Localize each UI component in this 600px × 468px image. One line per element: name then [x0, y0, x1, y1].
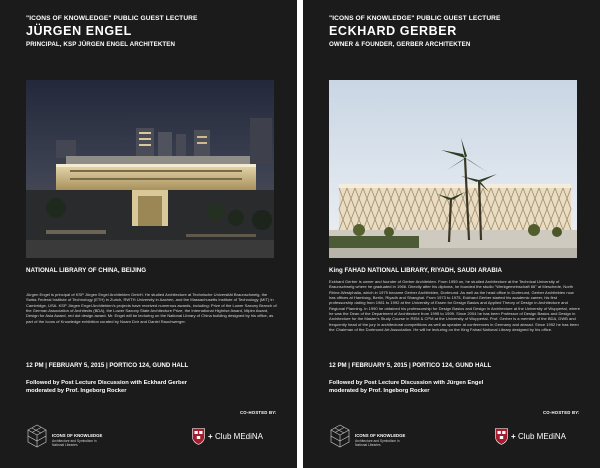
lecture-series-label: "ICONS OF KNOWLEDGE" PUBLIC GUEST LECTURE [329, 15, 501, 22]
speaker-bio: Jürgen Engel is principal of KSP Jürgen Engel Architekten GmbH. He studied Architecture at Technische Universität Braunschweig, the Swiss Federal Institute of Technology (ETH) in Zurich, RWTH University in Aachen, and the Massachusetts Institute of Technology (MIT) in Cambridge, USA. KSP Jürgen Engel Architekten's projects have received numerous awards, including: Prize of the Lower Saxony Branch of the German Association of Architects (BDA), the Lower Saxony State Architecture Prize, the International Highrise Award, Mipim Award, Design for Asia Award, red dot design award. Mr. Engel will be lecturing on the National Library of China building designed by his office, as part of the Icons of Knowledge exhibition curated by Noam Dvir and Daniel Rauchwerger. [26, 292, 277, 324]
icons-of-knowledge-logo-icon [329, 424, 351, 448]
building-caption: King FAHAD NATIONAL LIBRARY, RIYADH, SAUDI ARABIA [329, 267, 503, 274]
discussion-line: Followed by Post Lecture Discussion with Jürgen Engel [329, 380, 484, 386]
building-caption: NATIONAL LIBRARY OF CHINA, BEIJING [26, 267, 147, 274]
event-details: 12 PM | FEBRUARY 5, 2015 | PORTICO 124, GUND HALL [329, 362, 492, 369]
cohosted-label: CO-HOSTED BY: [543, 410, 580, 415]
event-details: 12 PM | FEBRUARY 5, 2015 | PORTICO 124, GUND HALL [26, 362, 189, 369]
moderator-line: moderated by Prof. Ingeborg Rocker [26, 387, 127, 394]
logo-subtitle: National Libraries [52, 443, 78, 447]
harvard-shield-icon [495, 428, 508, 445]
logo-subtitle: Architecture and Symbolism in [52, 439, 97, 443]
club-medina-logo: Club MEdiNA [215, 432, 264, 441]
plus-sign: + [511, 432, 516, 441]
building-photo-national-library-china [26, 80, 274, 258]
plus-sign: + [208, 432, 213, 441]
speaker-name: JÜRGEN ENGEL [26, 24, 132, 38]
icons-of-knowledge-logo-icon [26, 424, 48, 448]
discussion-note [329, 380, 483, 395]
logo-title: ICONS OF KNOWLEDGE [355, 433, 406, 438]
logo-subtitle: Architecture and Symbolism in [355, 439, 400, 443]
speaker-name: ECKHARD GERBER [329, 24, 457, 38]
cohosted-label: CO-HOSTED BY: [240, 410, 277, 415]
harvard-shield-icon [192, 428, 205, 445]
speaker-role: PRINCIPAL, KSP JÜRGEN ENGEL ARCHITEKTEN [26, 41, 176, 48]
club-medina-logo: Club MEdiNA [518, 432, 567, 441]
lecture-series-label: "ICONS OF KNOWLEDGE" PUBLIC GUEST LECTURE [26, 15, 198, 22]
poster-right [303, 0, 600, 468]
discussion-line: Followed by Post Lecture Discussion with Eckhard Gerber [26, 380, 188, 386]
logo-subtitle: National Libraries [355, 443, 381, 447]
building-photo-king-fahad-library [329, 80, 577, 258]
poster-left [0, 0, 297, 468]
logo-title: ICONS OF KNOWLEDGE [52, 433, 103, 438]
speaker-role: OWNER & FOUNDER, GERBER ARCHITEKTEN [329, 41, 471, 48]
moderator-line: moderated by Prof. Ingeborg Rocker [329, 387, 430, 394]
speaker-bio: Eckhard Gerber is owner and founder of Gerber Architekten. From 1959 on, he studied Architecture at the Technical University of Braunschweig where he graduated in 1966. Directly after his diploma, he founded the studio "Werkgemeinschaft 66" at Meschede, North Rhine-Westphalia, which in 1979 became Gerber Architekten, Dortmund. As well as the head office in Dortmund, Gerber Architekten now has offices at Hamburg, Berlin, Riyadh and Shanghai. From 1973 to 1975, Eckhard Gerber started his academic career, his first professorship dating from 1981 to 1992 at the University of Essen for Design Basics and Applied Theory of Design in Architecture and Regional Planning. In 1990 he obtained his professorship for Design Basics and Design in Architecture at the University of Wuppertal, where he was the Dean of the Department of Architecture from 1995 to 1999. Since 2004 he has been Professor of Design Basics and Design in Architecture for the Master's Study Course in REM & CPM at the University of Wuppertal. Prof. Gerber is a member of the BDA, DWB and frequently head of the jury in architectural competitions as well as speaker at conferences in Germany and abroad. Since 1992 he has been the Chairman of the Dortmund Art Association. He will be lecturing on the King Fahad National Library designed by his office. [329, 279, 580, 333]
discussion-note [26, 380, 187, 395]
